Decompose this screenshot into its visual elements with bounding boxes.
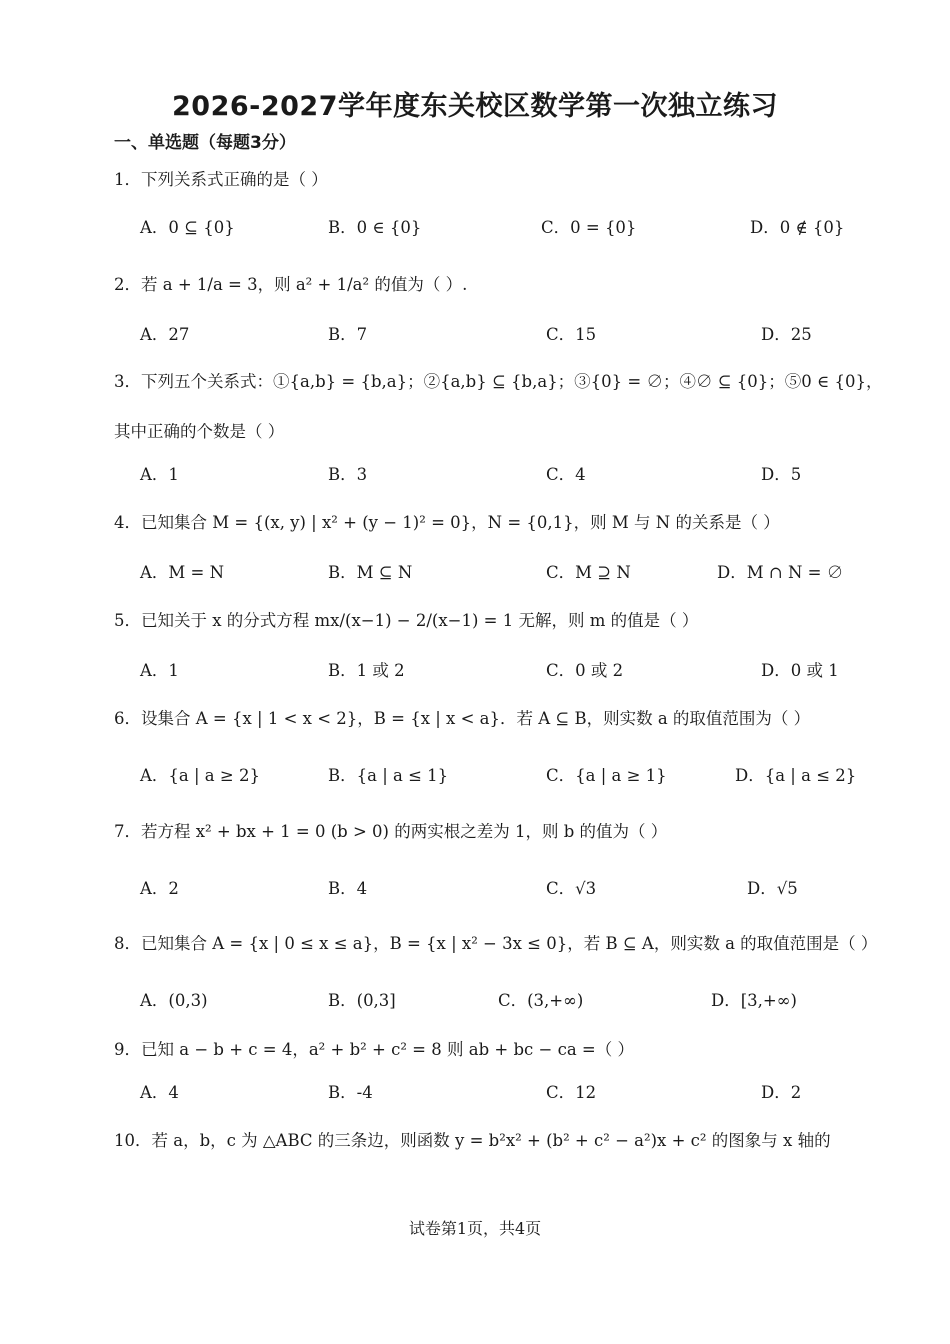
question-5-option-c: C．0 或 2 (546, 661, 624, 680)
question-9-stem: 9．已知 a − b + c = 4，a² + b² + c² = 8 则 ab + bc − ca =（ ） (114, 1040, 634, 1059)
question-4-stem: 4．已知集合 M = {(x, y) | x² + (y − 1)² = 0}，N = {0,1}，则 M 与 N 的关系是（ ） (114, 513, 780, 532)
question-6-option-d: D．{a | a ≤ 2} (735, 766, 857, 785)
question-7-option-d: D．√5 (747, 879, 798, 898)
question-8-option-d: D．[3,+∞) (711, 991, 797, 1010)
question-9-option-d: D．2 (761, 1083, 802, 1102)
question-1-option-c: C．0 = {0} (541, 218, 637, 237)
question-3-option-d: D．5 (761, 465, 802, 484)
question-3-stem: 3．下列五个关系式：①{a,b} = {b,a}；②{a,b} ⊆ {b,a}；③{0} = ∅；④∅ ⊆ {0}；⑤0 ∈ {0}， (114, 372, 883, 391)
question-2-stem: 2．若 a + 1/a = 3，则 a² + 1/a² 的值为（ ）. (114, 275, 468, 294)
question-3-option-b: B．3 (328, 465, 368, 484)
question-5-stem: 5．已知关于 x 的分式方程 mx/(x−1) − 2/(x−1) = 1 无解，则 m 的值是（ ） (114, 611, 699, 630)
question-3-stem-continued: 其中正确的个数是（ ） (114, 422, 285, 441)
question-5-option-b: B．1 或 2 (328, 661, 405, 680)
question-9-option-b: B．-4 (328, 1083, 373, 1102)
question-1-option-b: B．0 ∈ {0} (328, 218, 422, 237)
question-4-option-d: D．M ∩ N = ∅ (717, 563, 844, 582)
question-2-option-d: D．25 (761, 325, 812, 344)
question-2-option-a: A．27 (140, 325, 190, 344)
question-9-option-a: A．4 (140, 1083, 179, 1102)
question-5-option-a: A．1 (140, 661, 179, 680)
question-6-option-b: B．{a | a ≤ 1} (328, 766, 449, 785)
question-8-option-c: C．(3,+∞) (498, 991, 584, 1010)
question-6-option-a: A．{a | a ≥ 2} (140, 766, 260, 785)
question-3-option-c: C．4 (546, 465, 586, 484)
question-5-option-d: D．0 或 1 (761, 661, 839, 680)
question-10-stem: 10．若 a，b，c 为 △ABC 的三条边，则函数 y = b²x² + (b² + c² − a²)x + c² 的图象与 x 轴的 (114, 1131, 831, 1150)
question-2-option-c: C．15 (546, 325, 597, 344)
question-4-option-a: A．M = N (140, 563, 225, 582)
question-7-stem: 7．若方程 x² + bx + 1 = 0 (b > 0) 的两实根之差为 1，则 b 的值为（ ） (114, 822, 668, 841)
question-8-option-b: B．(0,3] (328, 991, 396, 1010)
question-1-option-d: D．0 ∉ {0} (750, 218, 845, 237)
section-heading: 一、单选题（每题3分） (114, 133, 296, 153)
question-6-stem: 6．设集合 A = {x | 1 < x < 2}，B = {x | x < a}．若 A ⊆ B，则实数 a 的取值范围为（ ） (114, 709, 811, 728)
question-8-stem: 8．已知集合 A = {x | 0 ≤ x ≤ a}，B = {x | x² − 3x ≤ 0}，若 B ⊆ A，则实数 a 的取值范围是（ ） (114, 934, 878, 953)
question-7-option-b: B．4 (328, 879, 368, 898)
question-4-option-b: B．M ⊆ N (328, 563, 413, 582)
question-8-option-a: A．(0,3) (140, 991, 208, 1010)
question-9-option-c: C．12 (546, 1083, 597, 1102)
page-title: 2026-2027学年度东关校区数学第一次独立练习 (172, 91, 778, 122)
question-2-option-b: B．7 (328, 325, 368, 344)
page-footer: 试卷第1页，共4页 (408, 1219, 542, 1238)
question-7-option-c: C．√3 (546, 879, 597, 898)
question-4-option-c: C．M ⊇ N (546, 563, 631, 582)
question-6-option-c: C．{a | a ≥ 1} (546, 766, 667, 785)
question-7-option-a: A．2 (140, 879, 179, 898)
question-1-stem: 1．下列关系式正确的是（ ） (114, 170, 328, 189)
question-3-option-a: A．1 (140, 465, 179, 484)
question-1-option-a: A．0 ⊆ {0} (140, 218, 235, 237)
